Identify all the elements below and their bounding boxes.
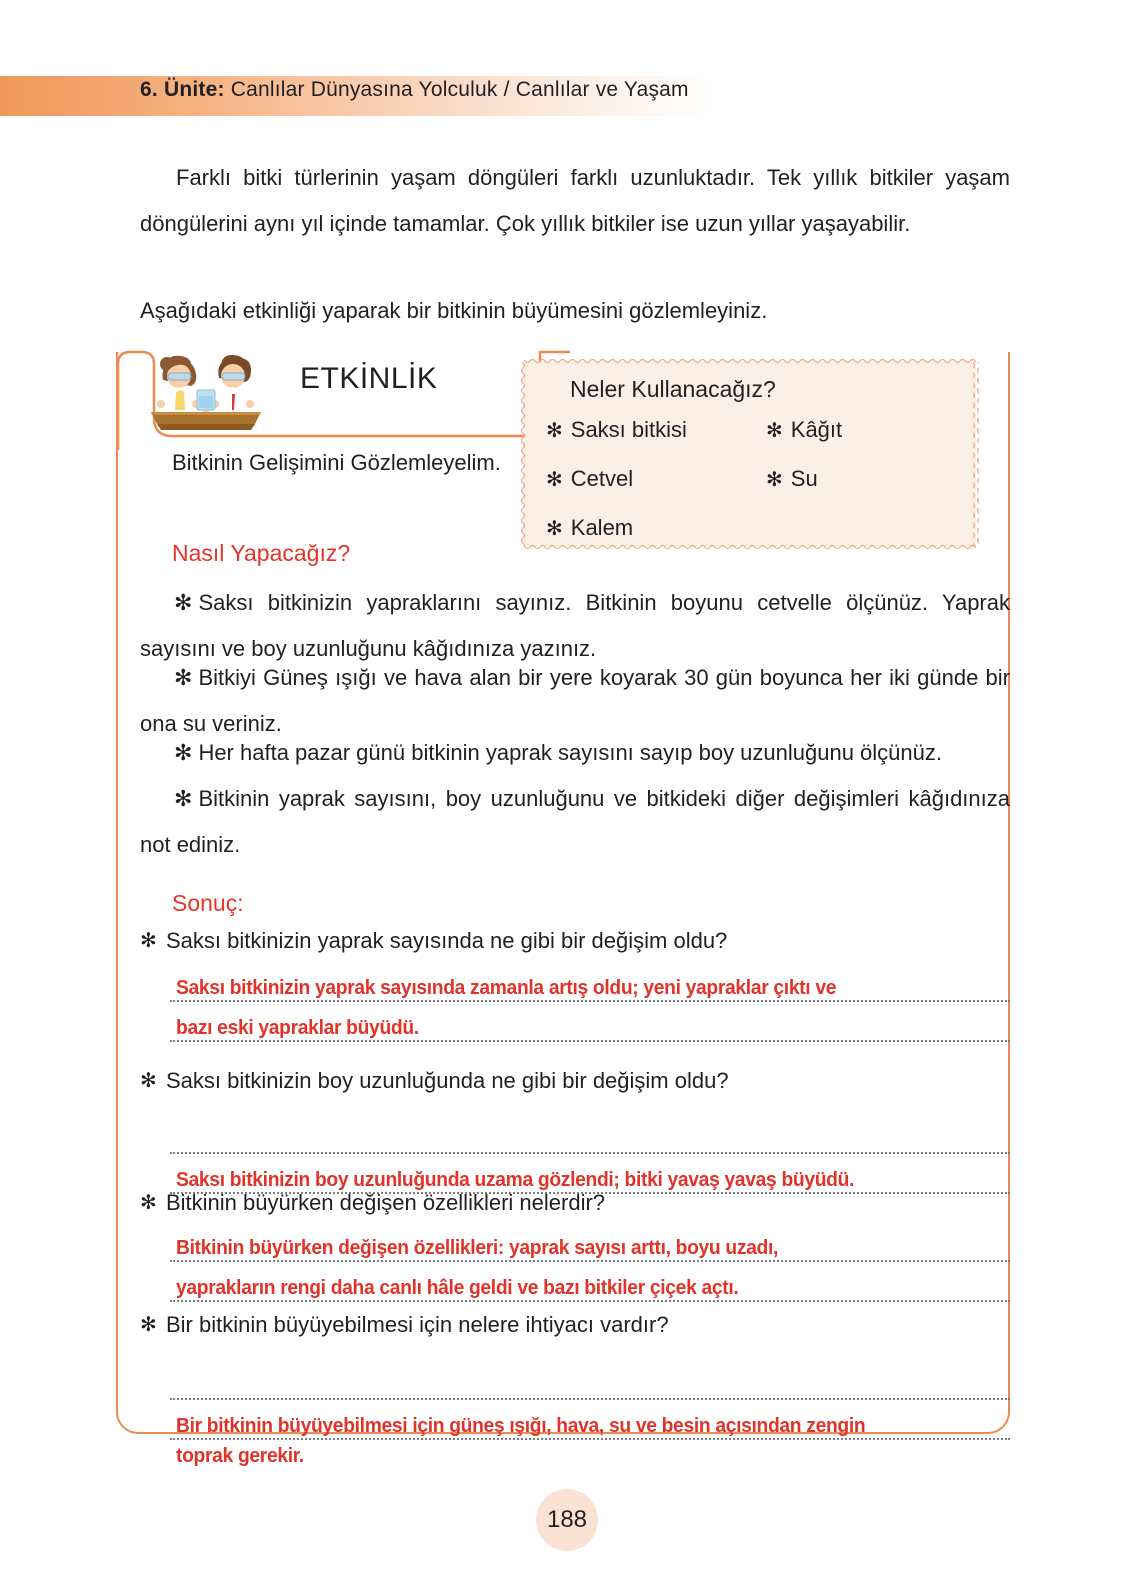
asterisk-icon: ✻ [140,1070,157,1092]
activity-tab-label: ETKİNLİK [300,362,438,395]
page-number: 188 [536,1489,598,1551]
asterisk-icon: ✻ [174,740,193,765]
dotted-rule [170,1260,1010,1262]
dotted-rule [170,1398,1010,1400]
answer-text: Saksı bitkinizin yaprak sayısında zamanla artış oldu; yeni yapraklar çıktı ve [176,976,837,999]
how-to-heading: Nasıl Yapacağız? [172,540,351,566]
question-row [140,1308,1010,1342]
asterisk-icon: ✻ [766,469,783,491]
question-row [140,1064,1010,1098]
result-heading: Sonuç: [172,890,244,916]
question-text: Bir bitkinin büyüyebilmesi için nelere ihtiyacı vardır? [166,1312,669,1337]
asterisk-icon: ✻ [174,590,193,615]
asterisk-icon: ✻ [140,1192,157,1214]
dotted-rule [170,1000,1010,1002]
asterisk-icon: ✻ [140,1314,157,1336]
step-text: Saksı bitkinizin yapraklarını sayınız. Bitkinin boyunu cetvelle ölçünüz. Yaprak sayısını ve boy uzunluğunu kâğıdınıza yazınız. [140,590,1010,661]
asterisk-icon: ✻ [546,518,563,540]
material-label: Kalem [570,515,634,540]
question-text: Saksı bitkinizin yaprak sayısında ne gibi bir değişim oldu? [166,928,728,953]
asterisk-icon: ✻ [546,469,563,491]
dotted-rule [170,1040,1010,1042]
question-text: Bitkinin büyürken değişen özellikleri nelerdir? [166,1190,606,1215]
question-block-3 [140,1186,1010,1308]
step-text: Bitkiyi Güneş ışığı ve hava alan bir yere koyarak 30 gün boyunca her iki günde bir ona su veriniz. [140,665,1010,736]
answer-text: Saksı bitkinizin boy uzunluğunda uzama gözlendi; bitki yavaş yavaş büyüdü. [176,1168,855,1191]
question-text: Saksı bitkinizin boy uzunluğunda ne gibi bir değişim oldu? [166,1068,729,1093]
intro-paragraph-2: Aşağıdaki etkinliği yaparak bir bitkinin büyümesini gözlemleyiniz. [140,298,768,323]
question-block-2 [140,1064,1010,1200]
unit-label: 6. Ünite: [140,78,225,101]
answer-text: toprak gerekir. [176,1444,304,1467]
material-item [766,409,954,452]
answer-line[interactable] [170,1228,1010,1268]
materials-title: Neler Kullanacağız? [570,376,776,402]
science-experiment-illustration [143,346,269,430]
dotted-rule [170,1438,1010,1440]
material-label: Cetvel [570,466,634,491]
asterisk-icon: ✻ [174,665,193,690]
answer-line[interactable] [170,1406,1010,1446]
question-row [140,924,1010,958]
answer-text: yaprakların rengi daha canlı hâle geldi ve bazı bitkiler çiçek açtı. [176,1276,739,1299]
material-item [546,409,766,452]
dotted-rule [170,1300,1010,1302]
material-label: Su [790,466,818,491]
answer-text: Bir bitkinin büyüyebilmesi için güneş ışığı, hava, su ve besin açısından zengin [176,1414,866,1437]
dotted-rule [170,1152,1010,1154]
material-label: Kâğıt [790,417,843,442]
intro-paragraph-1: Farklı bitki türlerinin yaşam döngüleri farklı uzunluktadır. Tek yıllık bitkiler yaşam döngülerini aynı yıl içinde tamamlar. Çok yıllık bitkiler ise uzun yıllar yaşayabilir. [140,165,1010,236]
question-block-1 [140,924,1010,1048]
materials-list [546,409,954,550]
activity-step-4 [140,776,1010,868]
material-item [766,458,954,501]
asterisk-icon: ✻ [140,930,157,952]
material-label: Saksı bitkisi [570,417,687,442]
answer-line[interactable] [170,1268,1010,1308]
answer-line[interactable] [170,968,1010,1008]
answer-text: bazı eski yapraklar büyüdü. [176,1016,419,1039]
answer-line[interactable] [170,1446,1010,1476]
material-item [546,507,766,550]
answer-line[interactable] [170,1366,1010,1406]
activity-title: Bitkinin Gelişimini Gözlemleyelim. [172,450,501,475]
question-block-4 [140,1308,1010,1476]
unit-header-text [140,78,689,102]
answer-text: Bitkinin büyürken değişen özellikleri: yaprak sayısı arttı, boyu uzadı, [176,1236,779,1259]
asterisk-icon: ✻ [174,786,193,811]
activity-step-3 [140,730,1010,776]
materials-box [520,358,980,550]
unit-title: Canlılar Dünyasına Yolculuk / Canlılar ve Yaşam [230,78,689,101]
step-text: Her hafta pazar günü bitkinin yaprak sayısını sayıp boy uzunluğunu ölçünüz. [198,740,943,765]
answer-line[interactable] [170,1120,1010,1160]
asterisk-icon: ✻ [546,420,563,442]
material-item [546,458,766,501]
step-text: Bitkinin yaprak sayısını, boy uzunluğunu ve bitkideki diğer değişimleri kâğıdınıza not ediniz. [140,786,1010,857]
asterisk-icon: ✻ [766,420,783,442]
answer-line[interactable] [170,1008,1010,1048]
question-row [140,1186,1010,1220]
material-item-empty [766,507,954,550]
